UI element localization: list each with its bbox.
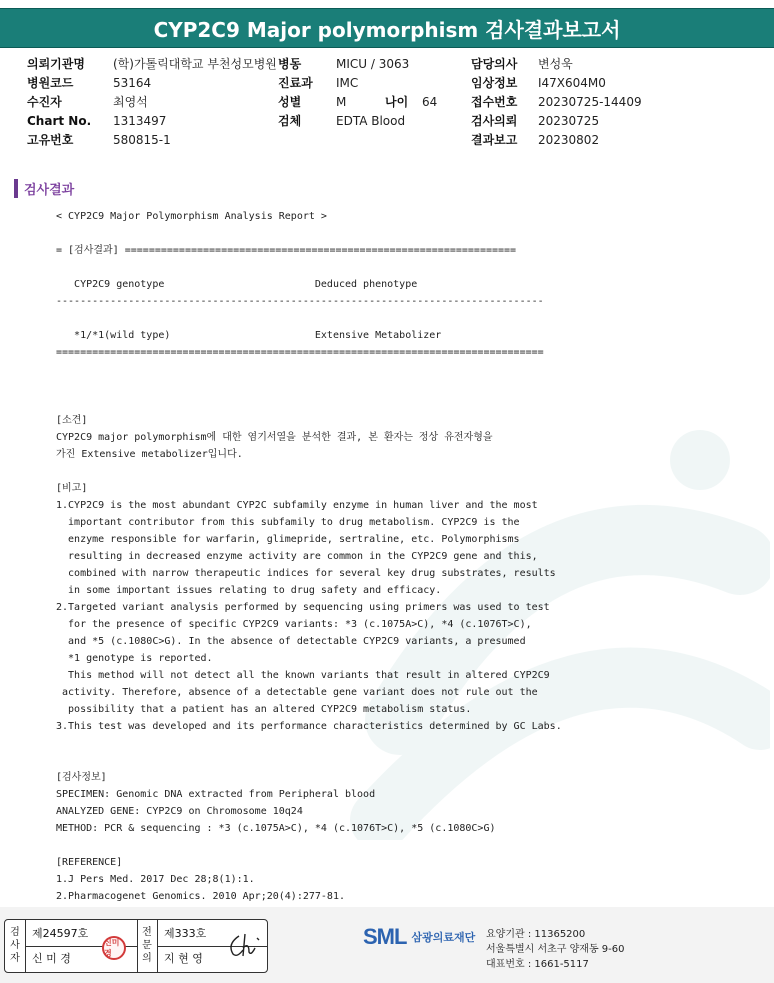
specimen-label: 검체 xyxy=(278,114,302,128)
examinee-label: 수진자 xyxy=(27,95,62,109)
receipt-no-label: 접수번호 xyxy=(471,95,518,109)
institution-value: (학)가톨릭대학교 부천성모병원 xyxy=(113,57,277,71)
unique-no-label: 고유번호 xyxy=(27,133,74,147)
examinee-value: 최영석 xyxy=(113,95,148,109)
age-field xyxy=(385,93,437,112)
doctor-label: 담당의사 xyxy=(471,57,518,71)
sex-label: 성별 xyxy=(278,95,302,109)
institution-code: 요양기관 : 11365200 xyxy=(486,929,586,940)
examiner-stamp-icon: 신미경 xyxy=(102,936,126,960)
report-date-label: 결과보고 xyxy=(471,133,518,147)
department-label: 진료과 xyxy=(278,76,313,90)
report-title xyxy=(0,8,774,48)
age-value: 64 xyxy=(422,95,438,109)
patient-info-values-col1 xyxy=(113,55,277,150)
organization-phone: 대표번호 : 1661-5117 xyxy=(486,959,589,970)
sml-logo-mark: SML xyxy=(363,924,407,949)
sml-logo xyxy=(363,924,475,950)
examiner-role-label: 검 사 자 xyxy=(10,927,20,964)
specialist-role-label: 전 문 의 xyxy=(142,927,152,964)
institution-label: 의뢰기관명 xyxy=(27,57,85,71)
ward-label: 병동 xyxy=(278,57,302,71)
patient-info-labels-col1 xyxy=(27,55,91,150)
clinical-info-value: I47X604M0 xyxy=(538,76,606,90)
section-title: 검사결과 xyxy=(24,182,75,198)
examiner-license: 제24597호 xyxy=(32,927,89,940)
doctor-value: 변성욱 xyxy=(538,57,573,71)
organization-address: 서울특별시 서초구 양재동 9-60 xyxy=(486,944,625,955)
signature-box xyxy=(4,919,268,973)
specimen-value: EDTA Blood xyxy=(336,114,406,128)
department-value: IMC xyxy=(336,76,359,90)
hospital-code-label: 병원코드 xyxy=(27,76,74,90)
request-date-label: 검사의뢰 xyxy=(471,114,518,128)
age-label: 나이 xyxy=(385,95,409,109)
request-date-value: 20230725 xyxy=(538,114,600,128)
results-section-header xyxy=(14,178,74,198)
patient-info-values-col3 xyxy=(538,55,642,150)
hospital-code-value: 53164 xyxy=(113,76,152,90)
organization-info xyxy=(486,927,625,972)
chart-no-label: Chart No. xyxy=(27,114,92,128)
chart-no-value: 1313497 xyxy=(113,114,167,128)
examiner-name: 신 미 경 xyxy=(32,952,71,965)
ward-value: MICU / 3063 xyxy=(336,57,410,71)
patient-info-labels-col2 xyxy=(278,55,313,131)
specialist-name: 지 현 영 xyxy=(164,952,203,965)
receipt-no-value: 20230725-14409 xyxy=(538,95,642,109)
specialist-signature-icon xyxy=(225,930,263,962)
clinical-info-label: 임상정보 xyxy=(471,76,518,90)
report-date-value: 20230802 xyxy=(538,133,600,147)
unique-no-value: 580815-1 xyxy=(113,133,171,147)
sex-value: M xyxy=(336,95,347,109)
patient-info-labels-col3 xyxy=(471,55,517,150)
report-body: < CYP2C9 Major Polymorphism Analysis Report > = [검사결과] ================================================================= CYP2C9 genotype Deduced phenotype --------------------------------------------------------------------------------- *1/*1(wild type) Extensive Metabolizer ================================================================================= [소견] CYP2C9 major polymorphism에 대한 염기서열을 분석한 결과, 본 환자는 정상 유전자형을 가진 Extensive metabolizer입니다. [비고] 1.CYP2C9 is the most abundant CYP2C subfamily enzyme in human liver and the most important contributor from this subfamily to drug metabolism. CYP2C9 is the enzyme responsible for warfarin, glimepride, sertraline, etc. Polymorphisms resulting in decreased enzyme activity are common in the CYP2C9 gene and this, combined with narrow therapeutic indices for several key drug substrates, results in some important issues relating to drug safety and efficacy. 2.Targeted variant analysis performed by sequencing using primers was used to test for the presence of specific CYP2C9 variants: *3 (c.1075A>C), *4 (c.1076T>C), and *5 (c.1080C>G). In the absence of detectable CYP2C9 variants, a presumed *1 genotype is reported. This method will not detect all the known variants that result in altered CYP2C9 activity. Therefore, absence of a detectable gene variant does not rule out the possibility that a patient has an altered CYP2C9 metabolism status. 3.This test was developed and its performance characteristics determined by GC Labs. [검사정보] SPECIMEN: Genomic DNA extracted from Peripheral blood ANALYZED GENE: CYP2C9 on Chromosome 10q24 METHOD: PCR & sequencing : *3 (c.1075A>C), *4 (c.1076T>C), *5 (c.1080C>G) [REFERENCE] 1.J Pers Med. 2017 Dec 28;8(1):1. 2.Pharmacogenet Genomics. 2010 Apr;20(4):277-81. xyxy=(56,211,562,902)
report-title-text: CYP2C9 Major polymorphism 검사결과보고서 xyxy=(153,17,621,42)
specialist-license: 제333호 xyxy=(164,927,207,940)
organization-name: 삼광의료재단 xyxy=(411,931,476,944)
section-accent-bar xyxy=(14,179,18,198)
